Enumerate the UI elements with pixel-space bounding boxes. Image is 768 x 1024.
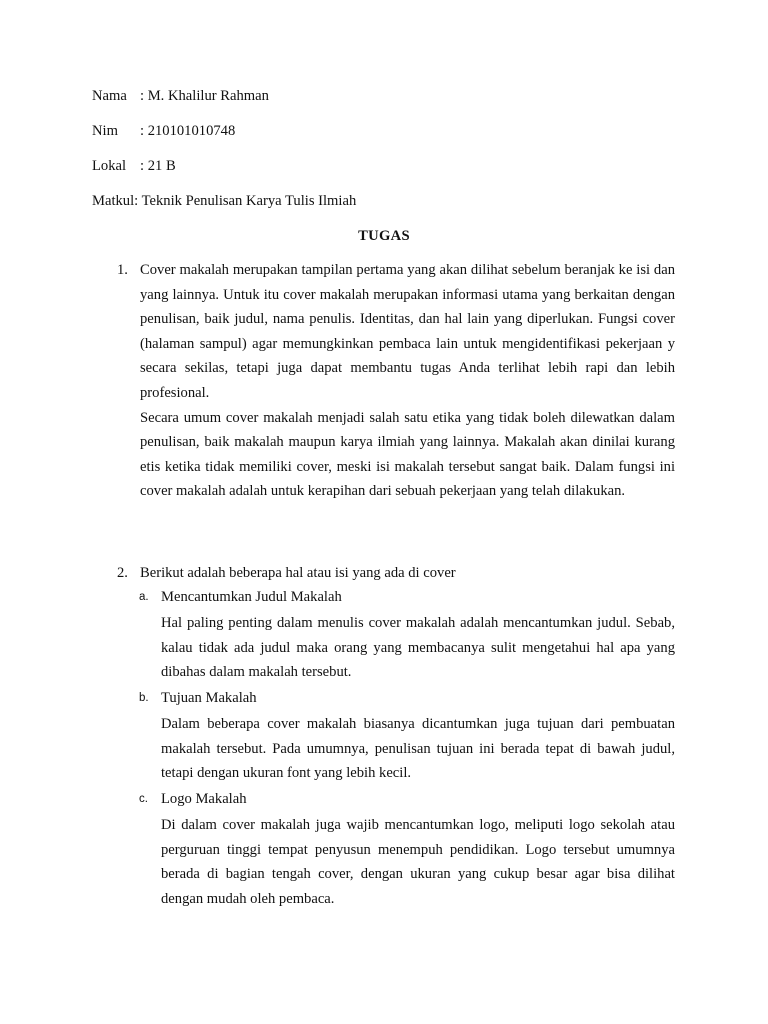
- sub-item-title: Mencantumkan Judul Makalah: [161, 589, 342, 605]
- header-nim-row: [92, 121, 235, 141]
- paragraph-1: Cover makalah merupakan tampilan pertama yang akan dilihat sebelum beranjak ke isi dan yang lainnya. Untuk itu cover makalah merupakan informasi utama yang berkaitan dengan penulisan, baik judul, nama penulis. Identitas, dan hal lain yang diperlukan. Fungsi cover (halaman sampul) agar memungkinkan pembaca lain untuk mengidentifikasi pekerjaan y secara sekilas, tetapi juga dapat membantu tugas Anda terlihat lebih rapi dan lebih profesional.: [140, 262, 675, 401]
- nama-label: Nama: [92, 88, 127, 104]
- nama-value: : M. Khalilur Rahman: [140, 88, 269, 104]
- sub-item-paragraph: Hal paling penting dalam menulis cover makalah adalah mencantumkan judul. Sebab, kalau tidak ada judul maka orang yang membacanya sulit mengetahui hal apa yang dibahas dalam makalah tersebut.: [161, 615, 675, 681]
- lokal-value: : 21 B: [140, 158, 176, 174]
- list-item-intro: Berikut adalah beberapa hal atau isi yang ada di cover: [140, 565, 456, 581]
- sub-item-title: Logo Makalah: [161, 791, 247, 807]
- paragraph-2: Secara umum cover makalah menjadi salah satu etika yang tidak boleh dilewatkan dalam penulisan, baik makalah maupun karya ilmiah yang lainnya. Makalah akan dinilai kurang etis ketika tidak memiliki cover, meski isi makalah tersebut sangat baik. Dalam fungsi ini cover makalah adalah untuk kerapihan dari sebuah pekerjaan yang telah dilakukan.: [140, 409, 675, 500]
- sub-item-letter: a.: [139, 591, 149, 603]
- sub-item-body: [161, 611, 675, 685]
- sub-item-body: [161, 712, 675, 786]
- list-item-number: 2.: [117, 565, 128, 581]
- title-text: TUGAS: [358, 228, 410, 244]
- sub-item-letter: c.: [139, 793, 148, 805]
- document-title: [0, 226, 768, 246]
- sub-item-paragraph: Dalam beberapa cover makalah biasanya dicantumkan juga tujuan dari pembuatan makalah tersebut. Pada umumnya, penulisan tujuan ini berada tepat di bawah judul, tetapi dengan ukuran font yang lebih kecil.: [161, 716, 675, 782]
- nim-label: Nim: [92, 123, 118, 139]
- sub-item-paragraph: Di dalam cover makalah juga wajib mencantumkan logo, meliputi logo sekolah atau perguruan tinggi tempat penyusun menempuh pendidikan. Logo tersebut umumnya berada di bagian tengah cover, dengan ukuran yang cukup besar agar bisa dilihat dengan mudah oleh pembaca.: [161, 817, 675, 907]
- sub-item-letter: b.: [139, 692, 149, 704]
- sub-item-title: Tujuan Makalah: [161, 690, 257, 706]
- header-nama-row: [92, 86, 269, 106]
- lokal-label: Lokal: [92, 158, 127, 174]
- header-matkul-row: [92, 191, 356, 211]
- matkul-label: Matkul: [92, 193, 135, 209]
- sub-item-body: [161, 813, 675, 911]
- list-item-number: 1.: [117, 262, 128, 278]
- header-lokal-row: [92, 156, 176, 176]
- list-item-body: [140, 258, 675, 504]
- matkul-value: : Teknik Penulisan Karya Tulis Ilmiah: [134, 193, 357, 209]
- nim-value: : 210101010748: [140, 123, 236, 139]
